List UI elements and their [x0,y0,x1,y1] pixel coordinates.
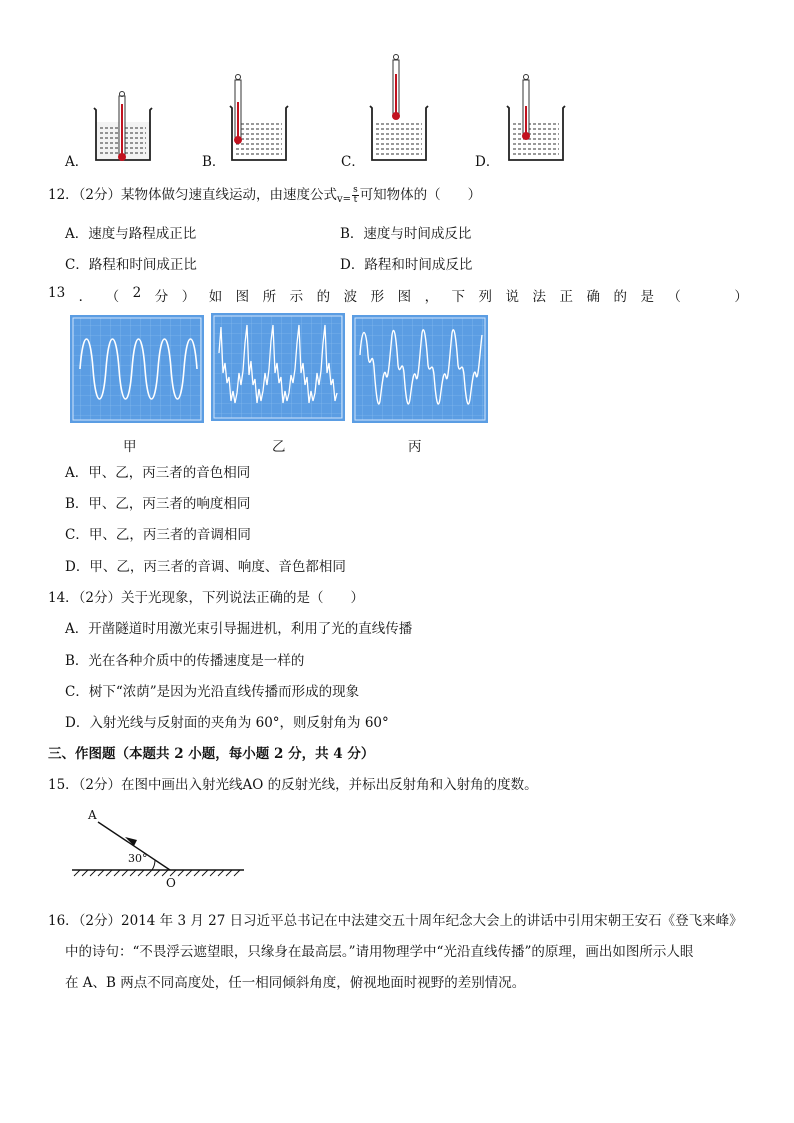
label-yi: 乙 [272,439,286,455]
q16-line-3: 在 A、B 两点不同高度处，任一相同倾斜角度，俯视地面时视野的差别情况。 [65,975,526,991]
q13-stem-char: 法 [532,289,546,305]
q12-stem-b: 可知物体的（ ） [359,187,482,203]
q13-option-d[interactable]: D．甲、乙，丙三者的音调、响度、音色都相同 [65,559,346,575]
q14-stem: 14．（2分）关于光现象，下列说法正确的是（ ） [48,590,365,606]
q13-option-a[interactable]: A．甲、乙，丙三者的音色相同 [65,465,251,481]
q12-option-d[interactable]: D．路程和时间成反比 [340,257,473,273]
q13-stem-char: 分 [154,289,169,305]
q13-stem-char: 2 [132,285,142,301]
q13-stem-char: 列 [478,289,493,305]
q13-stem-char: 波 [343,289,358,305]
q13-stem-char: 的 [316,289,331,305]
q13-stem-char: 图 [397,289,412,305]
waveform-yi [211,313,345,421]
q12-formula-frac [352,186,359,205]
q13-option-c[interactable]: C．甲、乙，丙三者的音调相同 [65,527,251,543]
q13-stem-char: ． [78,289,93,305]
q13-stem-char: 是 [640,289,654,305]
label-angle: 30° [128,852,148,865]
label-o: O [166,876,176,890]
q13-stem-char: （ [105,289,120,305]
q12-formula-num: s [353,185,358,195]
q13-stem-char: 13 [48,285,66,301]
waveform-bing [352,315,488,423]
q14-option-b[interactable]: B．光在各种介质中的传播速度是一样的 [65,653,305,669]
q13-stem-char: 形 [370,289,385,305]
q11-figure-d [505,72,567,162]
q15-stem: 15．（2分）在图中画出入射光线AO 的反射光线，并标出反射角和入射角的度数。 [48,777,538,793]
q13-stem-char: （ [667,289,681,305]
q11-option-d[interactable]: D． [475,154,500,170]
q13-stem-char: 正 [559,289,573,305]
label-a: A [88,808,97,822]
q11-figure-b [228,72,290,162]
q13-stem-char: 图 [235,289,250,305]
q13-stem-char: 下 [451,289,466,305]
section-title: 三、作图题（本题共 2 小题，每小题 2 分，共 4 分） [48,746,375,762]
q14-option-c[interactable]: C．树下“浓荫”是因为光沿直线传播而形成的现象 [65,684,360,700]
label-jia: 甲 [123,439,137,455]
q12-stem-a: 12．（2分）某物体做匀速直线运动，由速度公式 [48,187,338,203]
q12-option-c[interactable]: C．路程和时间成正比 [65,257,197,273]
q13-stem-char: ， [424,289,439,305]
q13-stem-char: 确 [586,289,600,305]
q13-stem [48,285,748,305]
waveform-jia [70,315,204,423]
q12-stem [48,183,481,205]
q12-option-a[interactable]: A．速度与路程成正比 [65,226,197,242]
q13-stem-char: 示 [289,289,304,305]
q12-formula-den: t [353,195,358,205]
q13-stem-char: ） [734,289,748,305]
q11-figure-a [92,90,154,162]
q13-stem-char: 如 [208,289,223,305]
label-bing: 丙 [408,439,422,455]
q12-option-b[interactable]: B．速度与时间成反比 [340,226,472,242]
q13-option-b[interactable]: B．甲、乙，丙三者的响度相同 [65,496,251,512]
q14-option-a[interactable]: A．开凿隧道时用激光束引导掘进机，利用了光的直线传播 [65,621,413,637]
q11-figure-c [368,52,430,162]
q11-option-a[interactable]: A． [65,154,89,170]
q13-stem-char: 的 [613,289,627,305]
q13-stem-char: ） [181,289,196,305]
q12-formula-v: v= [337,194,352,205]
q16-line-1: 16．（2分）2014 年 3 月 27 日习近平总书记在中法建交五十周年纪念大会上的讲话中引用宋朝王安石《登飞来峰》 [48,913,743,929]
q11-option-b[interactable]: B． [202,154,226,170]
q16-line-2: 中的诗句：“不畏浮云遮望眼，只缘身在最高层。”请用物理学中“光沿直线传播”的原理，画出如图所示人眼 [65,944,694,960]
q13-stem-char: 所 [262,289,277,305]
q13-stem-char: 说 [505,289,520,305]
q14-option-d[interactable]: D．入射光线与反射面的夹角为 60°，则反射角为 60° [65,715,389,731]
q11-option-c[interactable]: C． [341,154,365,170]
